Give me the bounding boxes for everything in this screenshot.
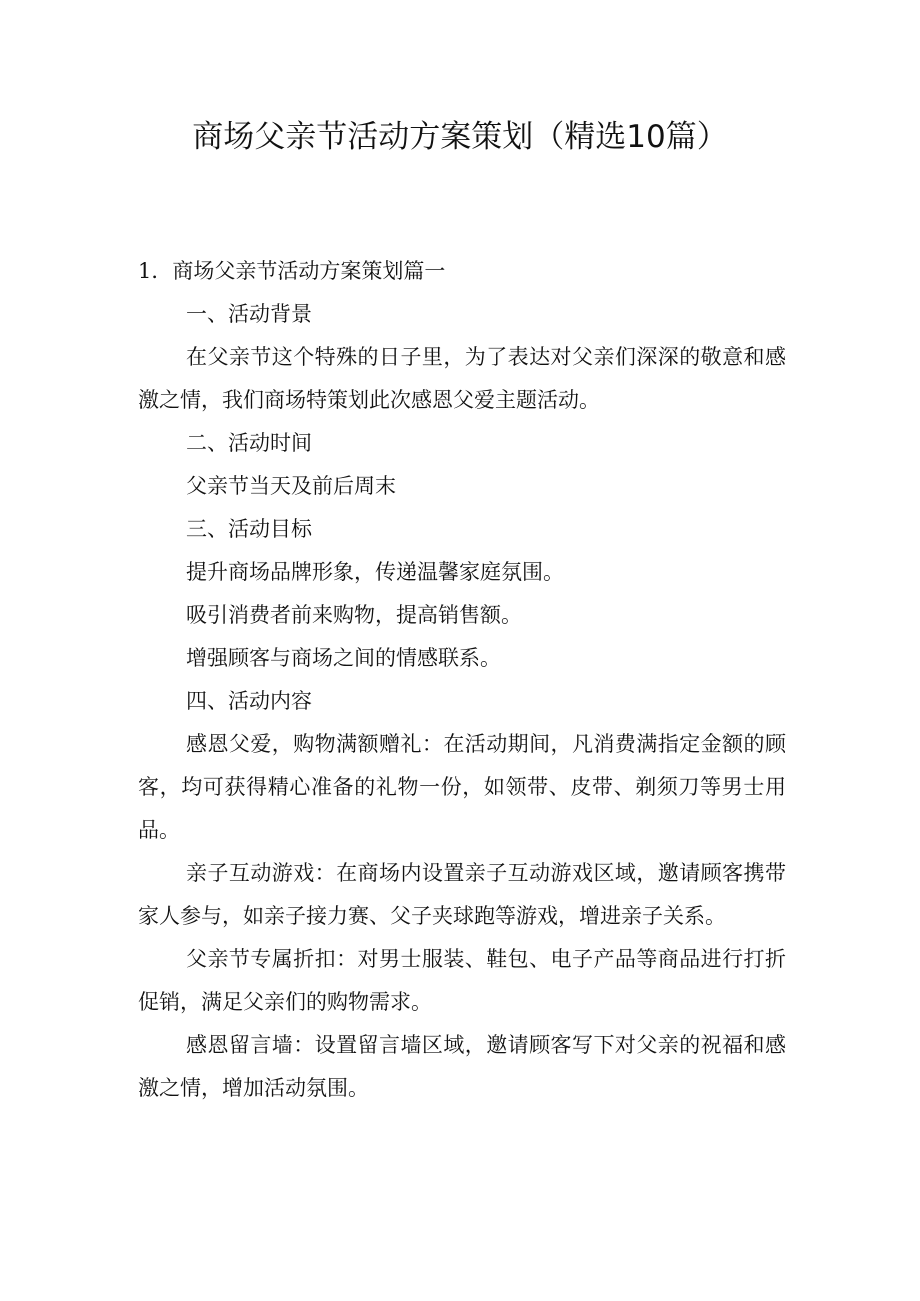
subheading-background: 一、活动背景 — [186, 302, 312, 326]
content-item: 感恩留言墙：设置留言墙区域，邀请顾客写下对父亲的祝福和感激之情，增加活动氛围。 — [138, 1033, 786, 1100]
subheading-content: 四、活动内容 — [186, 689, 312, 713]
goal-item: 提升商场品牌形象，传递温馨家庭氛围。 — [186, 560, 564, 584]
document-title: 商场父亲节活动方案策划（精选10篇） — [192, 119, 728, 155]
paragraph-time: 父亲节当天及前后周末 — [186, 474, 396, 498]
content-item: 亲子互动游戏：在商场内设置亲子互动游戏区域，邀请顾客携带家人参与，如亲子接力赛、父子夹球跑等游戏，增进亲子关系。 — [138, 861, 786, 928]
content-item: 父亲节专属折扣：对男士服装、鞋包、电子产品等商品进行打折促销，满足父亲们的购物需求。 — [138, 947, 786, 1014]
subheading-goals: 三、活动目标 — [186, 517, 312, 541]
content-item: 感恩父爱，购物满额赠礼：在活动期间，凡消费满指定金额的顾客，均可获得精心准备的礼物一份，如领带、皮带、剃须刀等男士用品。 — [138, 732, 786, 842]
document-body — [138, 250, 786, 1110]
goal-item: 增强顾客与商场之间的情感联系。 — [186, 646, 501, 670]
goal-item: 吸引消费者前来购物，提高销售额。 — [186, 603, 522, 627]
paragraph-background: 在父亲节这个特殊的日子里，为了表达对父亲们深深的敬意和感激之情，我们商场特策划此次感恩父爱主题活动。 — [138, 345, 786, 412]
section-heading: 1．商场父亲节活动方案策划篇一 — [138, 259, 446, 283]
subheading-time: 二、活动时间 — [186, 431, 312, 455]
